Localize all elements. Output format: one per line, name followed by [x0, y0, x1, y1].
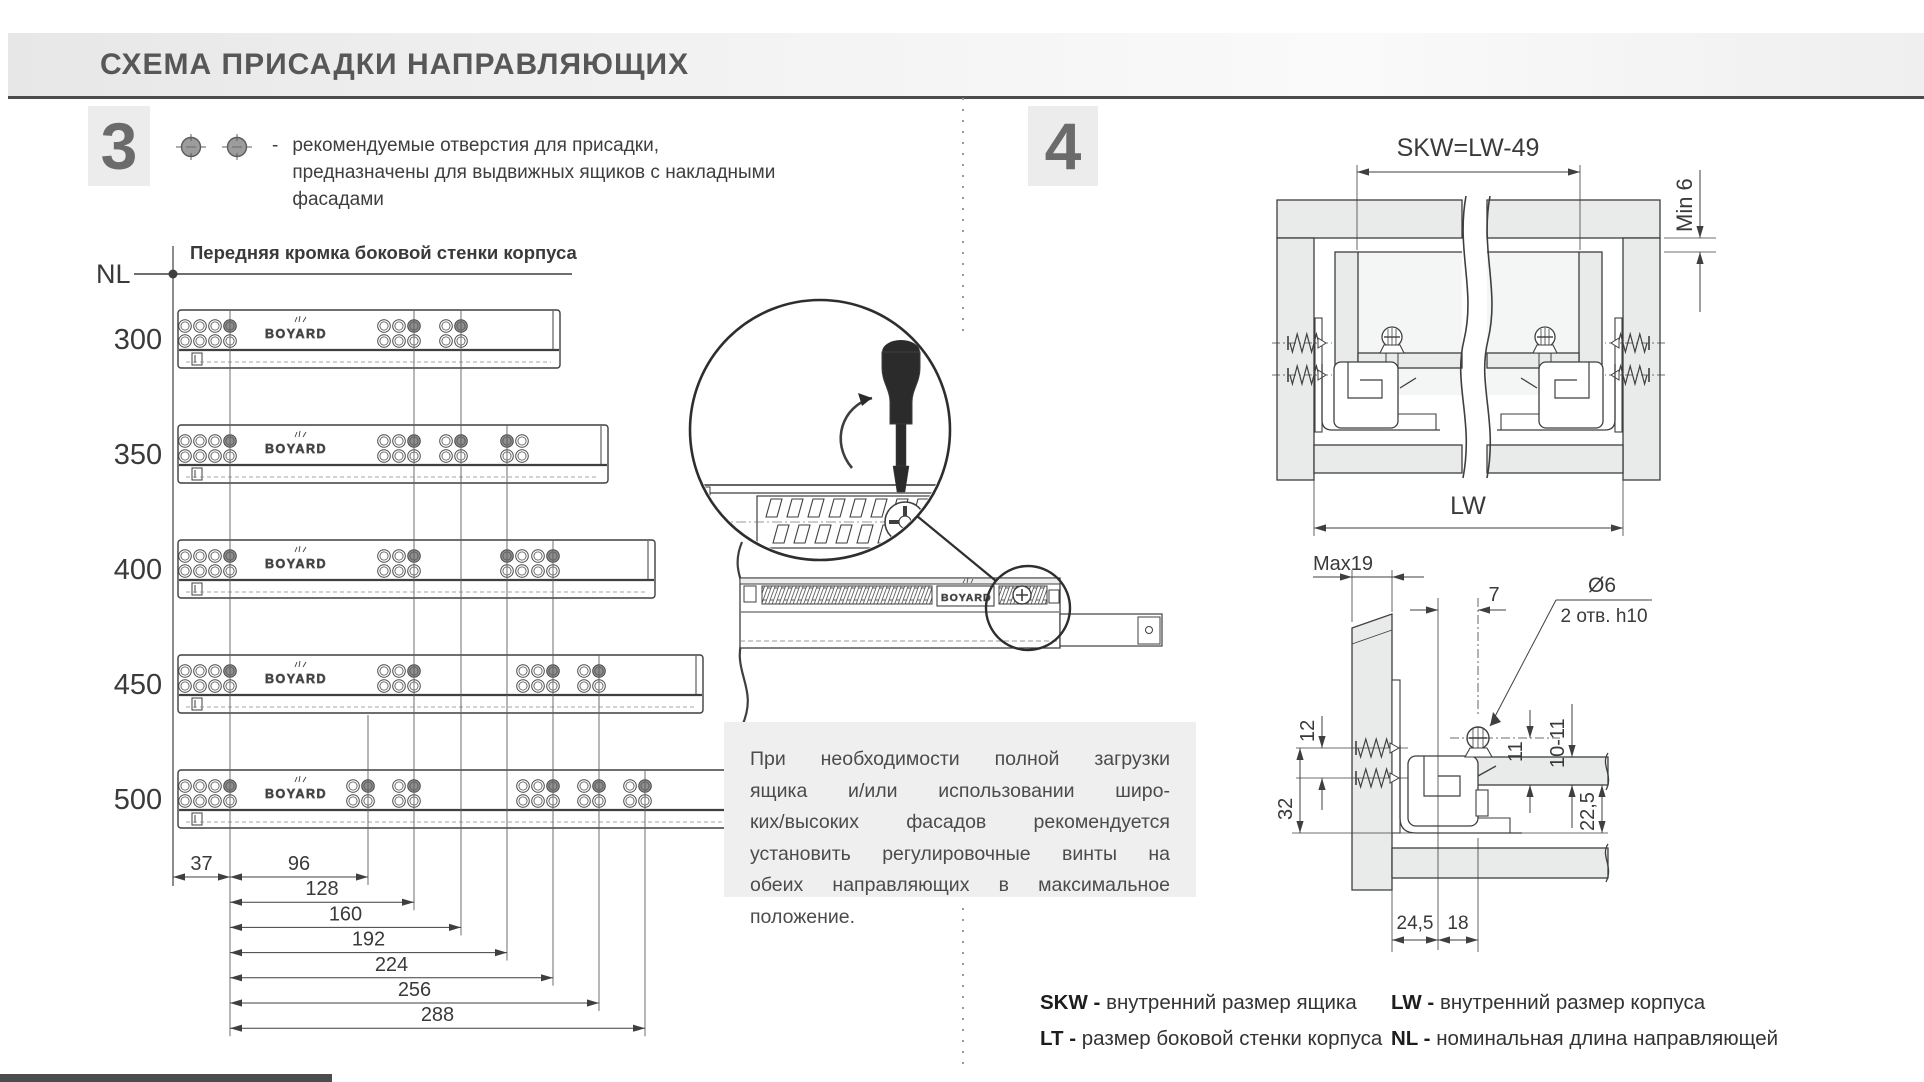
dim-label: 128	[305, 878, 339, 901]
dim-label: LW	[1450, 492, 1486, 520]
note-line: положение.	[750, 905, 856, 928]
dim-label: 18	[1447, 913, 1469, 934]
dim-label: 22,5	[1577, 792, 1599, 831]
dim-label: 160	[328, 903, 363, 926]
mounting-detail	[1275, 553, 1652, 952]
dim-label: 300	[113, 324, 163, 356]
dim-label: SKW=LW-49	[1396, 134, 1540, 162]
legend-abbr: NL -	[1391, 1027, 1431, 1050]
dim-label: 12	[1297, 719, 1319, 742]
dim-label: 96	[287, 853, 311, 875]
legend-entry	[1040, 1021, 1382, 1057]
footer-legend-col2	[1391, 985, 1778, 1057]
legend-def: внутренний размер ящика	[1106, 991, 1357, 1014]
brand-logo: BOYARD	[265, 787, 328, 801]
section-3-number-label: 3	[100, 109, 138, 183]
adjustment-note	[724, 722, 1196, 928]
dim-label: 450	[113, 669, 163, 701]
note-line: При необходимости полной загрузки	[750, 748, 1170, 770]
section-4-number-label: 4	[1044, 109, 1082, 183]
page-title: СХЕМА ПРИСАДКИ НАПРАВЛЯЮЩИХ	[100, 47, 690, 81]
cabinet-cross-section	[1272, 134, 1716, 536]
dim-label: Min 6	[1672, 178, 1697, 232]
dim-label: Передняя кромка боковой стенки корпуса	[190, 242, 577, 263]
brand-logo: BOYARD	[265, 327, 328, 341]
dim-label: Max19	[1313, 553, 1374, 575]
brand-logo: BOYARD	[941, 592, 992, 604]
drilling-diagram	[96, 242, 750, 1036]
dim-label: 24,5	[1396, 913, 1434, 934]
legend-line: фасадами	[292, 189, 384, 210]
legend-def: номинальная длина направляющей	[1436, 1027, 1779, 1050]
legend-def: размер боковой стенки корпуса	[1081, 1027, 1383, 1050]
note-line: ящика и/или использовании широ-	[750, 779, 1170, 802]
slide-500	[178, 770, 750, 828]
dim-label: 37	[190, 853, 213, 875]
dim-label: 500	[113, 784, 163, 816]
legend-abbr: LW -	[1391, 991, 1435, 1014]
brand-logo: BOYARD	[265, 557, 328, 571]
slide-300	[178, 310, 560, 368]
note-line: установить регулировочные винты на	[750, 842, 1170, 865]
legend-abbr: LT -	[1040, 1027, 1077, 1050]
dim-label: 288	[420, 1004, 455, 1027]
slide-side-view	[738, 542, 1162, 726]
legend-def: внутренний размер корпуса	[1439, 991, 1706, 1014]
adjustment-detail	[690, 300, 1162, 726]
slide-450	[178, 655, 703, 713]
footer-bar	[0, 1074, 332, 1082]
dim-label: Ø6	[1587, 574, 1617, 597]
dim-label: 7	[1488, 584, 1500, 606]
footer-legend-col1	[1040, 985, 1382, 1057]
legend-abbr: SKW -	[1040, 991, 1101, 1014]
legend-entry	[1391, 985, 1778, 1021]
slide-350	[178, 425, 608, 483]
note-line: обеих направляющих в максимальное	[750, 874, 1170, 896]
legend-line: рекомендуемые отверстия для присадки,	[292, 135, 659, 156]
legend-entry	[1040, 985, 1382, 1021]
dim-label: 2 отв. h10	[1560, 606, 1648, 627]
dim-label: 224	[374, 953, 409, 976]
brand-logo: BOYARD	[265, 442, 328, 456]
note-line: ких/высоких фасадов рекомендуется	[750, 811, 1170, 833]
legend-line: предназначены для выдвижных ящиков с накладными	[292, 162, 776, 183]
dim-label: 256	[397, 979, 432, 1001]
dim-label: 10-11	[1547, 718, 1569, 768]
dim-label: 32	[1275, 797, 1297, 820]
legend-dash: -	[272, 135, 279, 156]
dim-label: 192	[351, 928, 386, 951]
dim-label: 11	[1505, 741, 1527, 762]
dim-label: 350	[113, 439, 163, 471]
legend-entry	[1391, 1021, 1778, 1057]
slide-400	[178, 540, 655, 598]
brand-logo: BOYARD	[265, 672, 328, 686]
dim-label: 400	[113, 554, 163, 586]
dim-label: NL	[96, 259, 131, 289]
